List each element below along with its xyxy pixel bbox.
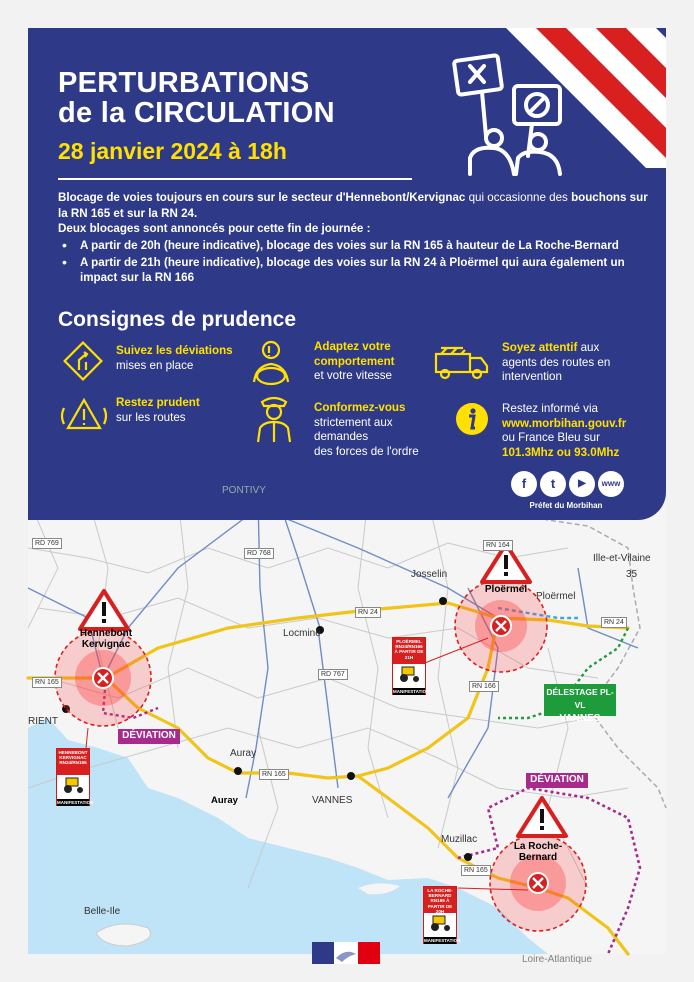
- place-loire-atlantique: Loire-Atlantique: [522, 954, 593, 965]
- warning-signal-icon: [58, 394, 110, 436]
- event-card-laroche: [423, 886, 461, 944]
- delestage-tag-line2: VANNES: [559, 713, 601, 724]
- date-heading: 28 janvier 2024 à 18h: [58, 138, 287, 164]
- tip-stay-careful: [116, 396, 200, 425]
- tip-3-highlight: Soyez attentif: [502, 341, 578, 354]
- list-item: [58, 255, 648, 286]
- blockage-list: [58, 238, 648, 287]
- block-label-hennebont: [76, 628, 136, 650]
- tip-adapt-behaviour: [314, 340, 395, 384]
- tip-2-highlight-1: Adaptez votre: [314, 340, 391, 353]
- divider: [58, 178, 412, 180]
- road-label-rn24-east: RN 24: [601, 617, 627, 628]
- intro-bold-3: Deux blocages sont annoncés pour cette fin de journée :: [58, 222, 371, 236]
- road-label-rn165-auray: RN 165: [259, 769, 289, 780]
- block-label-laroche: [506, 841, 570, 863]
- tractor-icon: [424, 913, 456, 932]
- intro-text-1: qui occasionne des: [465, 191, 572, 204]
- delestage-tag-line1: DÉLESTAGE PL-VL: [546, 687, 614, 710]
- driver-steering-icon: [248, 338, 294, 388]
- bullet-2-time: A partir de 21h: [80, 255, 161, 269]
- facebook-icon[interactable]: f: [511, 471, 537, 497]
- tip-5-text-3: des forces de l'ordre: [314, 444, 419, 458]
- road-label-rn166: RN 166: [469, 681, 499, 692]
- place-vannes: VANNES: [312, 795, 353, 806]
- place-ploermel-light: Ploërmel: [536, 591, 576, 602]
- tip-6-text-1: Restez informé via: [502, 402, 599, 415]
- tip-3-text-2: agents des routes en: [502, 355, 611, 369]
- section-title: Consignes de prudence: [58, 308, 297, 331]
- youtube-icon[interactable]: ▶: [569, 471, 595, 497]
- block-label-ploermel: Ploërmel: [484, 584, 528, 595]
- place-josselin: Josselin: [411, 569, 448, 580]
- marianne-logo: [312, 942, 380, 964]
- tip-2-text: et votre vitesse: [314, 369, 392, 382]
- tip-3-text-3: intervention: [502, 370, 562, 383]
- place-muzillac: Muzillac: [441, 834, 478, 845]
- tip-5-text-1: strictement aux: [314, 415, 393, 429]
- protest-icon: [448, 46, 578, 176]
- bullet-1-text: (heure indicative), blocage des voies sur la RN 165 à hauteur de La Roche-Bernard: [160, 239, 619, 252]
- event-card-hennebont-title: HENNEBONT KERVIGNAC RN24/RN165: [57, 749, 89, 775]
- tip-2-highlight-2: comportement: [314, 354, 395, 368]
- road-label-rd768: RD 768: [244, 548, 274, 559]
- event-card-ploermel-label: MANIFESTATION: [393, 689, 430, 694]
- info-icon: [455, 402, 489, 436]
- event-card-laroche-label: MANIFESTATION: [424, 938, 461, 943]
- place-locmine: Locminé: [283, 628, 321, 639]
- tip-follow-detours: [116, 344, 233, 373]
- place-belle-ile: Belle-Ile: [84, 906, 121, 917]
- header-banner: [28, 28, 666, 520]
- detour-sign-icon: [62, 340, 104, 382]
- tip-be-attentive: [502, 341, 610, 385]
- road-label-rn24-center: RN 24: [355, 607, 381, 618]
- place-auray-light: Auray: [230, 748, 257, 759]
- event-card-ploermel-title: PLOËRMEL RN24/RN166 À PARTIR DE 21H: [393, 638, 425, 664]
- event-card-hennebont-label: MANIFESTATION: [57, 800, 94, 805]
- intro-paragraph: [58, 190, 648, 237]
- place-ille-et-vilaine: Ille-et-Vilaine: [593, 553, 651, 564]
- website-icon[interactable]: www: [598, 471, 624, 497]
- block-label-hennebont-line2: Kervignac: [81, 639, 131, 650]
- road-label-rd769: RD 769: [32, 538, 62, 549]
- place-auray: Auray: [211, 795, 238, 806]
- block-label-laroche-line1: La Roche-: [513, 841, 563, 852]
- radio-frequencies: 101.3Mhz ou 93.0Mhz: [502, 445, 620, 459]
- delestage-tag: [544, 686, 616, 725]
- title-line-2: de la CIRCULATION: [58, 97, 335, 129]
- event-card-laroche-title: LA ROCHE-BERNARD RN165 À PARTIR DE 20H: [424, 887, 456, 913]
- tip-5-highlight: Conformez-vous: [314, 401, 406, 414]
- bullet-1-time: A partir de 20h: [80, 239, 161, 252]
- title-line-1: PERTURBATIONS: [58, 67, 310, 99]
- event-card-hennebont: [56, 748, 94, 806]
- road-works-truck-icon: [433, 344, 491, 380]
- place-ille-et-vilaine-number: 35: [626, 569, 638, 580]
- tip-1-highlight: Suivez les déviations: [116, 344, 233, 357]
- bullet-2-text: (heure indicative), blocage des voies sur la RN 24 à Ploërmel qui aura également un impact sur la RN 166: [80, 255, 625, 285]
- road-label-rn164: RN 164: [483, 540, 513, 551]
- road-label-rd767: RD 767: [318, 669, 348, 680]
- tip-1-text: mises en place: [116, 358, 194, 372]
- tip-4-highlight: Restez prudent: [116, 396, 200, 409]
- intro-bold-2: bouchons sur la RN 165 et sur la RN 24.: [58, 191, 648, 220]
- deviation-tag-west: DÉVIATION: [122, 730, 176, 741]
- police-officer-icon: [254, 392, 294, 444]
- deviation-tag-east: DÉVIATION: [530, 774, 584, 785]
- tip-3-text-1: aux: [577, 341, 600, 354]
- tractor-icon: [57, 775, 89, 794]
- place-lorient: RIENT: [28, 716, 58, 727]
- block-label-laroche-line2: Bernard: [518, 852, 558, 863]
- tip-stay-informed: [502, 402, 626, 460]
- place-pontivy: PONTIVY: [222, 485, 266, 496]
- tip-5-text-2: demandes: [314, 430, 369, 443]
- prefet-signature: Préfet du Morbihan: [529, 501, 603, 510]
- block-label-hennebont-line1: Hennebont: [79, 628, 133, 639]
- intro-bold-1: Blocage de voies toujours en cours sur le secteur d'Hennebont/Kervignac: [58, 191, 466, 204]
- twitter-icon[interactable]: t: [540, 471, 566, 497]
- event-card-ploermel: [392, 637, 430, 695]
- tip-4-text: sur les routes: [116, 410, 186, 424]
- tractor-icon: [393, 664, 425, 683]
- road-label-rn165-muzillac: RN 165: [461, 865, 491, 876]
- road-label-rn165-west: RN 165: [32, 677, 62, 688]
- tip-comply: [314, 401, 419, 459]
- list-item: [58, 238, 648, 254]
- poster: [28, 28, 666, 965]
- tip-6-text-2: ou France Bleu sur: [502, 431, 600, 444]
- prefecture-website-link[interactable]: www.morbihan.gouv.fr: [502, 416, 627, 430]
